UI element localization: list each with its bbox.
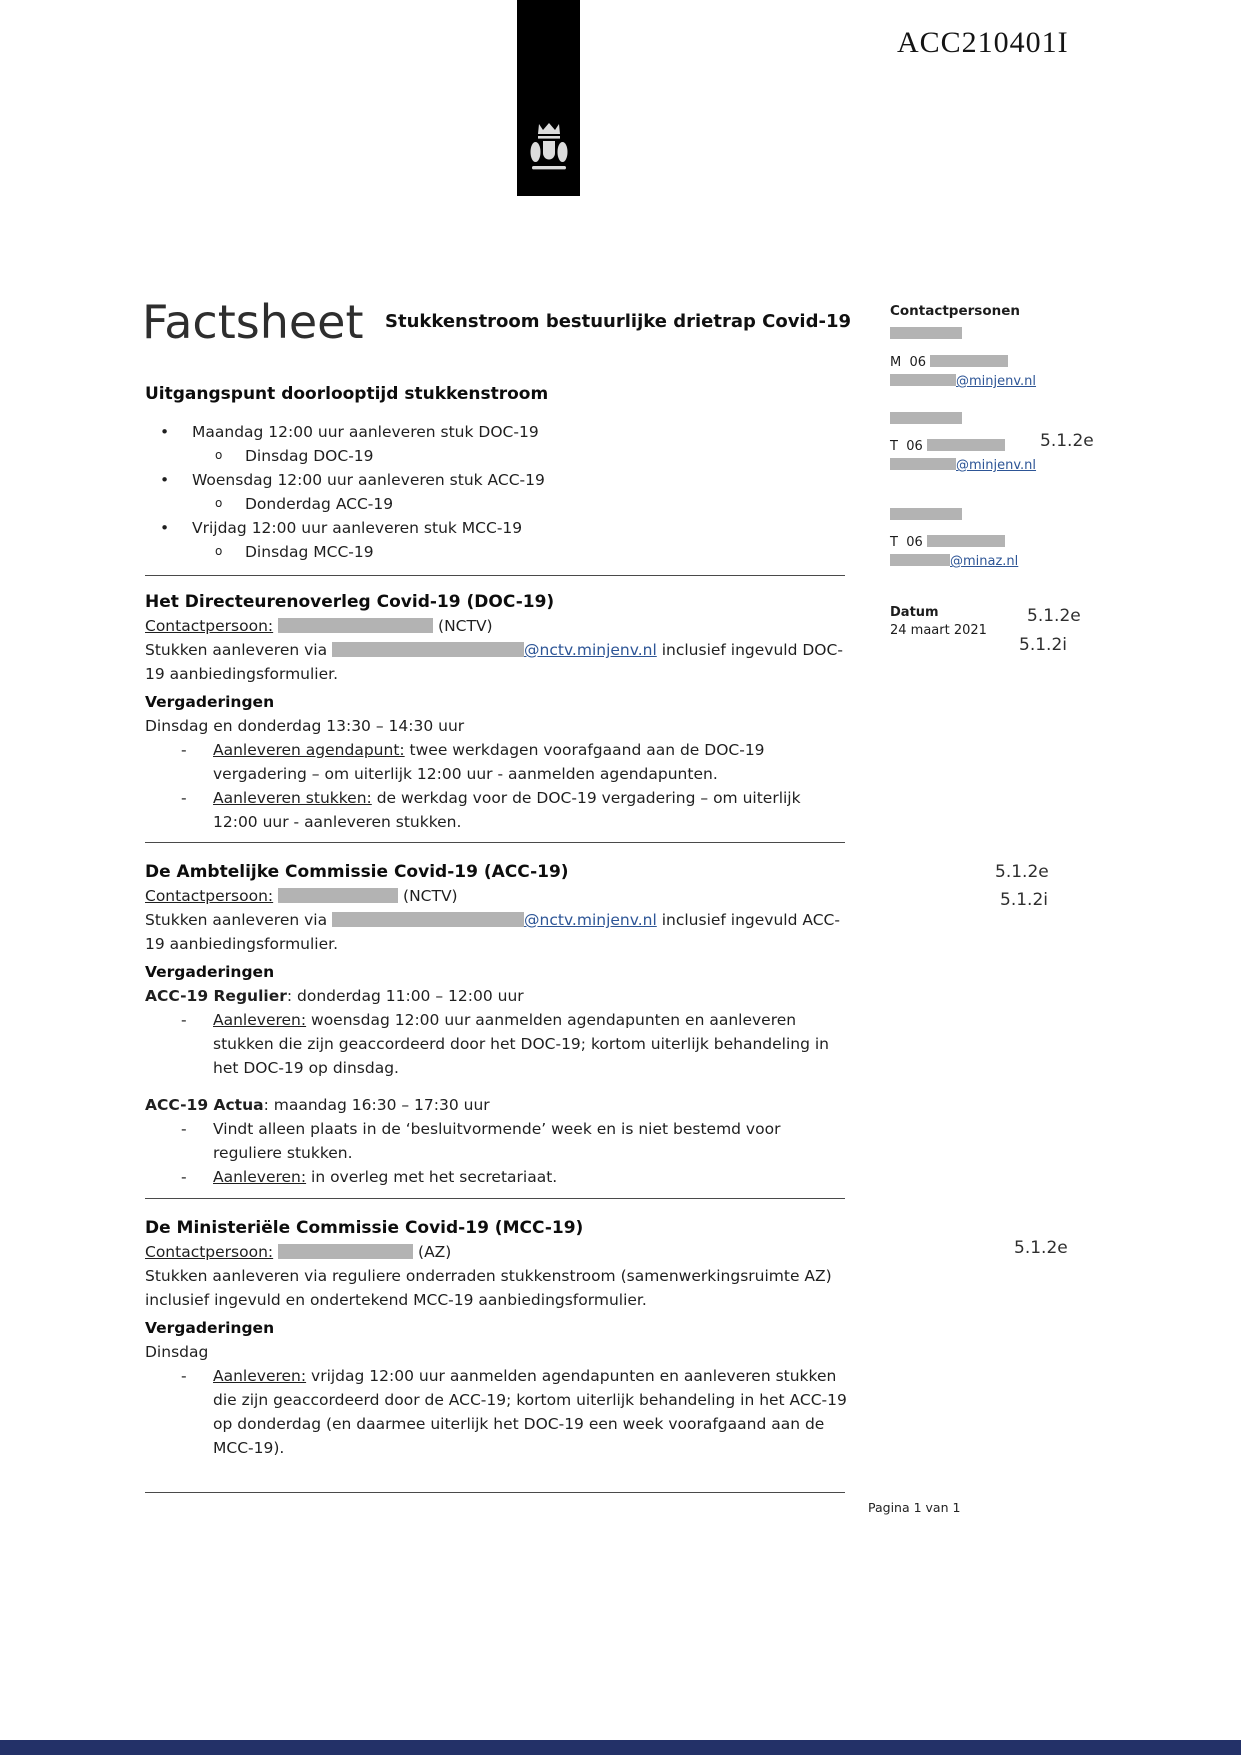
doc19-contact-line <box>145 614 847 638</box>
doc19-supply-line <box>145 638 847 686</box>
acc19-email-link[interactable]: @nctv.minjenv.nl <box>524 911 657 929</box>
contact-email-line <box>890 553 1135 570</box>
contact-phone-line <box>890 534 1135 551</box>
redaction-bar <box>890 374 956 386</box>
doc19-heading: Het Directeurenoverleg Covid-19 (DOC-19) <box>145 592 555 612</box>
intro-list <box>145 420 847 564</box>
document-reference: ACC210401I <box>897 26 1069 59</box>
redaction-ground-marking: 5.1.2i <box>1000 890 1048 910</box>
acc19-actua-time: : maandag 16:30 – 17:30 uur <box>263 1096 490 1114</box>
redaction-bar <box>890 458 956 470</box>
item-label: Aanleveren agendapunt: <box>213 741 405 759</box>
contact-email-line <box>890 373 1135 390</box>
acc19-regulier-label: ACC-19 Regulier <box>145 987 287 1005</box>
redaction-bar <box>332 912 524 927</box>
contact-email-line <box>890 457 1135 474</box>
contact-label: Contactpersoon: <box>145 887 274 905</box>
section-acc19 <box>145 860 847 1189</box>
redaction-bar <box>890 508 962 520</box>
redaction-bar <box>278 1244 413 1259</box>
item-text: woensdag 12:00 uur aanmelden agendapunten en aanleveren stukken die zijn geaccordeerd door het DOC-19; kortom uiterlijk behandeling in het DOC-19 op dinsdag. <box>213 1011 829 1077</box>
item-text: vrijdag 12:00 uur aanmelden agendapunten en aanleveren stukken die zijn geaccordeerd door de ACC-19; kortom uiterlijk behandeling in het ACC-19 op donderdag (en daarmee uiterlijk het DOC-19 een week voorafgaand aan de MCC-19). <box>213 1367 847 1457</box>
doc19-item-agendapunt <box>145 738 847 786</box>
redaction-bar <box>332 642 524 657</box>
item-label: Aanleveren: <box>213 1011 307 1029</box>
mcc19-supply-paragraph: Stukken aanleveren via reguliere onderraden stukkenstroom (samenwerkingsruimte AZ) inclusief ingevuld en ondertekend MCC-19 aanbiedingsformulier. <box>145 1267 832 1309</box>
acc19-actua-item-1 <box>145 1117 847 1165</box>
sub-list-item <box>145 540 847 564</box>
supply-prefix: Stukken aanleveren via <box>145 641 333 659</box>
section-doc19 <box>145 590 847 834</box>
page-title: Factsheet <box>142 294 364 349</box>
supply-suffix: inclusief ingevuld DOC-19 aanbiedingsformulier. <box>145 641 843 683</box>
item-text: in overleg met het secretariaat. <box>306 1168 558 1186</box>
section-mcc19 <box>145 1216 847 1460</box>
phone-prefix: M 06 <box>890 355 927 370</box>
mcc19-meetings-heading: Vergaderingen <box>145 1319 275 1337</box>
contact-org: (AZ) <box>418 1243 452 1261</box>
mcc19-schedule: Dinsdag <box>145 1343 209 1361</box>
acc19-contact-line <box>145 884 847 908</box>
contact-org: (NCTV) <box>438 617 493 635</box>
redaction-bar <box>278 618 433 633</box>
contact-org: (NCTV) <box>403 887 458 905</box>
datum-value: 24 maart 2021 <box>890 623 987 638</box>
list-item-text: Maandag 12:00 uur aanleveren stuk DOC-19 <box>192 423 539 441</box>
mcc19-contact-line <box>145 1240 847 1264</box>
doc19-item-stukken <box>145 786 847 834</box>
section-divider <box>145 842 845 843</box>
acc19-actua-line <box>145 1093 847 1117</box>
rijksoverheid-crown-icon <box>528 122 570 174</box>
sub-list-item <box>145 492 847 516</box>
list-item-text: Woensdag 12:00 uur aanleveren stuk ACC-19 <box>192 471 545 489</box>
section-divider <box>145 1492 845 1493</box>
acc19-actua-label: ACC-19 Actua <box>145 1096 264 1114</box>
sub-list-item <box>145 444 847 468</box>
list-item <box>145 516 847 540</box>
doc19-meetings-heading: Vergaderingen <box>145 693 275 711</box>
supply-prefix: Stukken aanleveren via <box>145 911 333 929</box>
section-divider <box>145 575 845 576</box>
contacts-sidebar <box>890 303 1135 570</box>
redaction-bar <box>890 554 950 566</box>
list-item-text: Donderdag ACC-19 <box>245 495 394 513</box>
mcc19-item-aanleveren <box>145 1364 847 1460</box>
datum-label: Datum <box>890 605 939 620</box>
redaction-ground-marking: 5.1.2e <box>1014 1238 1068 1258</box>
contact-label: Contactpersoon: <box>145 617 274 635</box>
page-number: Pagina 1 van 1 <box>868 1500 961 1515</box>
list-item <box>145 468 847 492</box>
supply-suffix: inclusief ingevuld ACC-19 aanbiedingsformulier. <box>145 911 840 953</box>
list-item <box>145 420 847 444</box>
section-divider <box>145 1198 845 1199</box>
section-intro <box>145 382 847 564</box>
contacts-heading: Contactpersonen <box>890 303 1020 319</box>
item-label: Aanleveren stukken: <box>213 789 372 807</box>
acc19-regulier-item <box>145 1008 847 1080</box>
list-item-text: Vrijdag 12:00 uur aanleveren stuk MCC-19 <box>192 519 523 537</box>
email-link[interactable]: @minjenv.nl <box>956 458 1037 473</box>
acc19-meetings-heading: Vergaderingen <box>145 963 275 981</box>
redaction-bar <box>890 327 962 339</box>
redaction-bar <box>890 412 962 424</box>
list-item-text: Dinsdag MCC-19 <box>245 543 374 561</box>
phone-prefix: T 06 <box>890 439 923 454</box>
item-label: Aanleveren: <box>213 1168 307 1186</box>
item-text: de werkdag voor de DOC-19 vergadering – om uiterlijk 12:00 uur - aanleveren stukken. <box>213 789 801 831</box>
redaction-ground-marking: 5.1.2i <box>1019 635 1067 655</box>
redaction-bar <box>927 439 1005 451</box>
contact-phone-line <box>890 438 1135 455</box>
acc19-actua-item-2 <box>145 1165 847 1189</box>
redaction-ground-marking: 5.1.2e <box>995 862 1049 882</box>
bottom-bar <box>0 1740 1241 1755</box>
list-item-text: Dinsdag DOC-19 <box>245 447 374 465</box>
spacer <box>145 1080 847 1093</box>
item-label: Aanleveren: <box>213 1367 307 1385</box>
email-link[interactable]: @minaz.nl <box>950 554 1019 569</box>
email-link[interactable]: @minjenv.nl <box>956 374 1037 389</box>
datum-block <box>890 604 987 640</box>
rijksoverheid-logo-banner <box>517 0 580 196</box>
redaction-bar <box>278 888 398 903</box>
page-subtitle: Stukkenstroom bestuurlijke drietrap Covid-19 <box>385 311 852 332</box>
redaction-ground-marking: 5.1.2e <box>1040 431 1094 451</box>
acc19-regulier-time: : donderdag 11:00 – 12:00 uur <box>286 987 524 1005</box>
doc19-schedule: Dinsdag en donderdag 13:30 – 14:30 uur <box>145 717 465 735</box>
item-text: Vindt alleen plaats in de ‘besluitvormende’ week en is niet bestemd voor reguliere stukken. <box>213 1120 781 1162</box>
mcc19-heading: De Ministeriële Commissie Covid-19 (MCC-19) <box>145 1218 584 1238</box>
item-text: twee werkdagen voorafgaand aan de DOC-19 vergadering – om uiterlijk 12:00 uur - aanmelden agendapunten. <box>213 741 765 783</box>
doc19-email-link[interactable]: @nctv.minjenv.nl <box>524 641 657 659</box>
phone-prefix: T 06 <box>890 535 923 550</box>
acc19-supply-line <box>145 908 847 956</box>
redaction-bar <box>927 535 1005 547</box>
contact-label: Contactpersoon: <box>145 1243 274 1261</box>
intro-heading: Uitgangspunt doorlooptijd stukkenstroom <box>145 384 549 404</box>
acc19-heading: De Ambtelijke Commissie Covid-19 (ACC-19) <box>145 862 569 882</box>
contact-phone-line <box>890 354 1135 371</box>
redaction-bar <box>930 355 1008 367</box>
acc19-regulier-line <box>145 984 847 1008</box>
redaction-ground-marking: 5.1.2e <box>1027 606 1081 626</box>
